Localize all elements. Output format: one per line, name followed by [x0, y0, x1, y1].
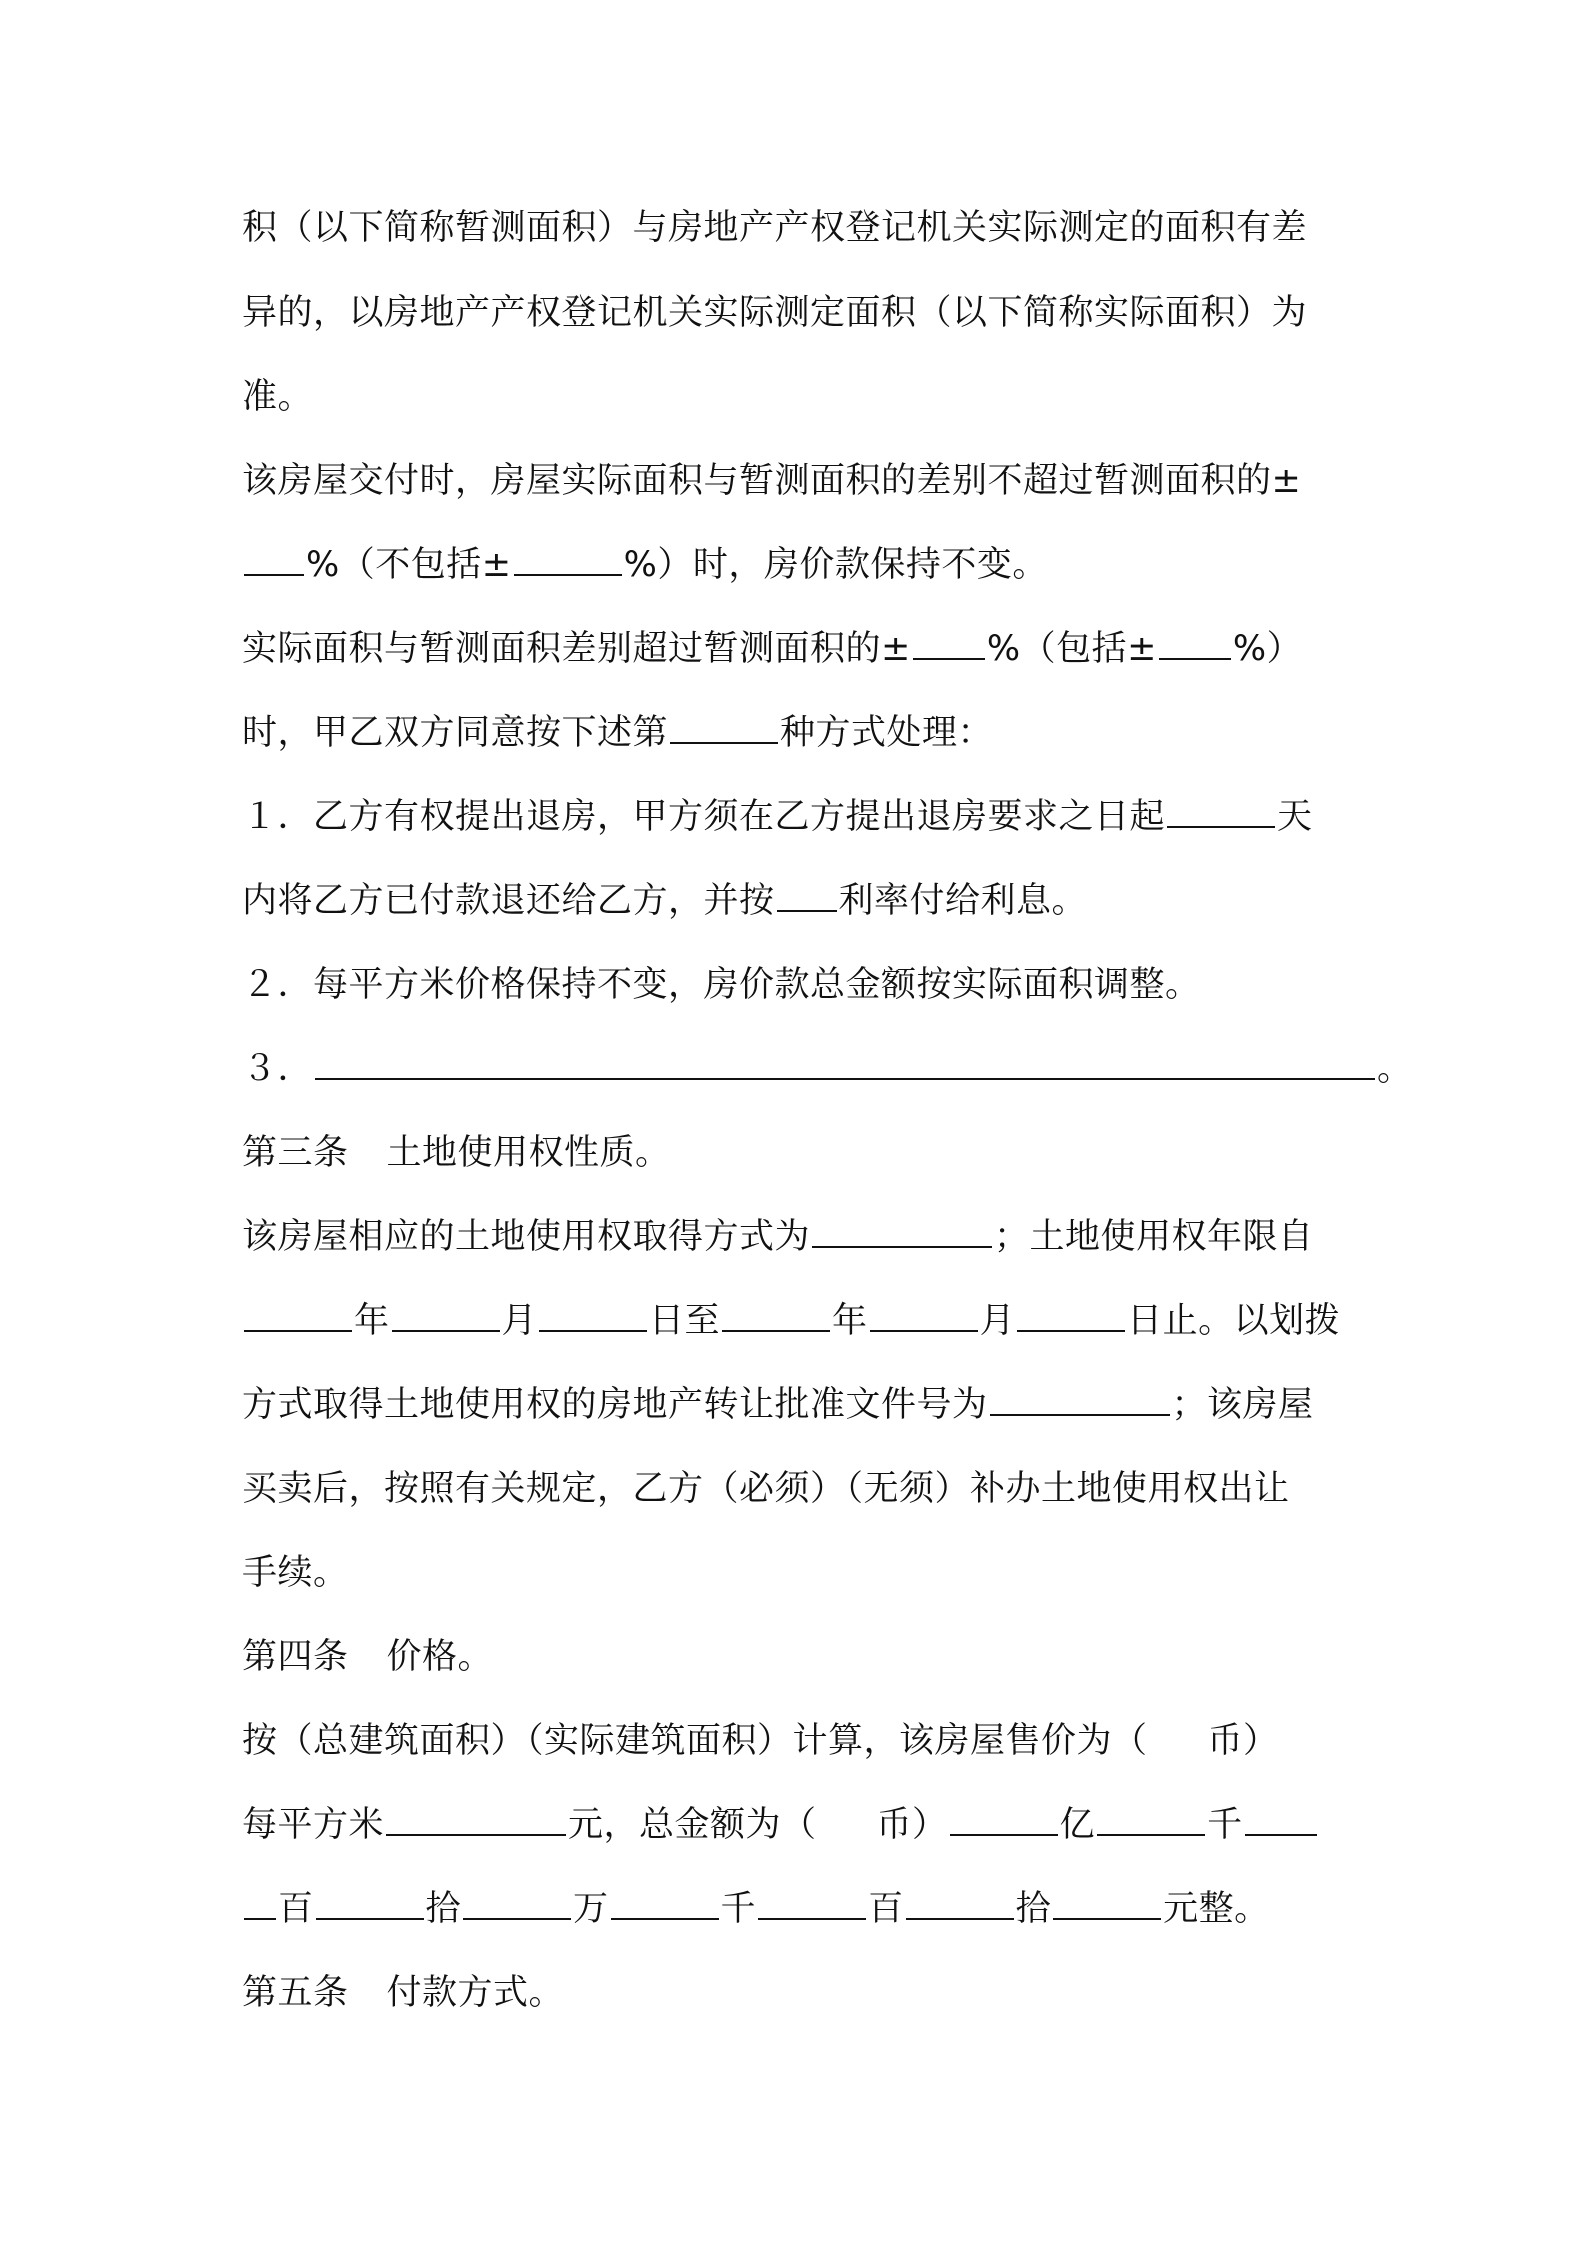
unit-label: 千	[1207, 1805, 1243, 1845]
blank-field[interactable]	[463, 1888, 571, 1920]
paragraph-line	[242, 449, 1382, 513]
blank-field[interactable]	[386, 1804, 566, 1836]
blank-field[interactable]	[1167, 796, 1275, 828]
unit-label: 月	[501, 1301, 538, 1341]
paragraph-line	[242, 1709, 1382, 1773]
paragraph-line	[242, 1373, 1382, 1437]
text-segment: 按（总建筑面积）（实际建筑面积）计算，该房屋售价为（	[242, 1721, 1148, 1761]
blank-field[interactable]	[722, 1300, 830, 1332]
text-line: 买卖后，按照有关规定，乙方（必须）（无须）补办土地使用权出让	[242, 1469, 1290, 1509]
text-segment: 日止。以划拨	[1127, 1301, 1341, 1341]
paragraph-line	[242, 953, 1382, 1017]
paragraph-line	[242, 617, 1382, 681]
blank-field[interactable]	[913, 628, 985, 660]
article-title: 付款方式。	[386, 1973, 565, 2013]
paragraph-line	[242, 1541, 1382, 1605]
text-segment: 。	[1377, 1049, 1413, 1089]
blank-field[interactable]	[514, 544, 622, 576]
unit-label: 亿	[1059, 1805, 1096, 1845]
paragraph-line	[242, 1457, 1382, 1521]
text-segment: 方式取得土地使用权的房地产转让批准文件号为	[242, 1385, 988, 1425]
paragraph-line	[242, 869, 1382, 933]
blank-field[interactable]	[870, 1300, 978, 1332]
text-segment: ３．	[242, 1049, 314, 1089]
unit-label: 百	[278, 1889, 314, 1929]
paragraph-line	[242, 1877, 1382, 1941]
text-line: 手续。	[242, 1553, 349, 1593]
blank-field[interactable]	[1097, 1804, 1205, 1836]
text-segment: ；土地使用权年限自	[994, 1217, 1314, 1257]
text-segment: 币）	[876, 1805, 948, 1845]
section-heading	[242, 1625, 1382, 1689]
unit-label: 日至	[649, 1301, 721, 1341]
text-segment: 币）	[1207, 1721, 1279, 1761]
blank-field[interactable]	[539, 1300, 647, 1332]
unit-label: 月	[979, 1301, 1016, 1341]
blank-field[interactable]	[812, 1216, 992, 1248]
text-segment: 元整。	[1163, 1889, 1270, 1929]
text-segment: 利率付给利息。	[838, 881, 1088, 921]
article-number: 第三条	[242, 1133, 349, 1173]
unit-label: 万	[573, 1889, 609, 1929]
blank-field[interactable]	[950, 1804, 1058, 1836]
article-title: 价格。	[386, 1637, 494, 1677]
blank-field[interactable]	[244, 1888, 276, 1920]
paragraph-line	[242, 196, 1382, 260]
section-heading	[242, 1961, 1382, 2025]
text-line: 积（以下简称暂测面积）与房地产产权登记机关实际测定的面积有差	[242, 208, 1308, 248]
text-line: ２．每平方米价格保持不变，房价款总金额按实际面积调整。	[242, 965, 1201, 1005]
article-number: 第五条	[242, 1973, 349, 2013]
blank-field[interactable]	[758, 1888, 866, 1920]
blank-field[interactable]	[244, 544, 304, 576]
text-segment: %（包括±	[986, 629, 1157, 669]
blank-field[interactable]	[670, 712, 778, 744]
text-line: 异的，以房地产产权登记机关实际测定面积（以下简称实际面积）为	[242, 293, 1308, 333]
paragraph-line	[242, 1205, 1382, 1269]
article-number: 第四条	[242, 1637, 349, 1677]
blank-field[interactable]	[611, 1888, 719, 1920]
paragraph-line	[242, 533, 1382, 597]
unit-label: 百	[868, 1889, 904, 1929]
text-line: 准。	[242, 377, 314, 417]
paragraph-line	[242, 1037, 1413, 1101]
text-segment: ；该房屋	[1171, 1385, 1314, 1425]
blank-field[interactable]	[1245, 1804, 1317, 1836]
paragraph-line	[242, 785, 1382, 849]
blank-field[interactable]	[990, 1384, 1170, 1416]
text-segment: 实际面积与暂测面积差别超过暂测面积的±	[242, 629, 911, 669]
section-heading	[242, 1121, 1382, 1185]
unit-label: 拾	[425, 1889, 462, 1929]
text-segment: 元，总金额为（	[568, 1805, 817, 1845]
text-segment: %）	[1232, 629, 1303, 669]
text-segment: %）时，房价款保持不变。	[623, 545, 1048, 585]
blank-field[interactable]	[392, 1300, 500, 1332]
unit-label: 年	[832, 1301, 868, 1341]
paragraph-line	[242, 1289, 1382, 1353]
blank-field[interactable]	[1159, 628, 1231, 660]
blank-field[interactable]	[244, 1300, 352, 1332]
text-line: 该房屋交付时，房屋实际面积与暂测面积的差别不超过暂测面积的±	[242, 461, 1302, 501]
unit-label: 千	[720, 1889, 757, 1929]
text-segment: %（不包括±	[306, 545, 512, 585]
blank-field[interactable]	[315, 1048, 1375, 1080]
paragraph-line	[242, 1793, 1382, 1857]
blank-field[interactable]	[1017, 1300, 1125, 1332]
blank-field[interactable]	[777, 880, 837, 912]
paragraph-line	[242, 365, 1382, 429]
text-segment: １．乙方有权提出退房，甲方须在乙方提出退房要求之日起	[242, 797, 1166, 837]
text-segment: 时，甲乙双方同意按下述第	[242, 713, 669, 753]
blank-field[interactable]	[906, 1888, 1014, 1920]
text-segment: 该房屋相应的土地使用权取得方式为	[242, 1217, 811, 1257]
text-segment: 种方式处理：	[780, 713, 994, 753]
blank-field[interactable]	[1053, 1888, 1161, 1920]
unit-label: 年	[354, 1301, 390, 1341]
paragraph-line	[242, 701, 1382, 765]
text-segment: 内将乙方已付款退还给乙方，并按	[242, 881, 775, 921]
paragraph-line	[242, 281, 1382, 345]
text-segment: 每平方米	[242, 1805, 385, 1845]
unit-label: 拾	[1015, 1889, 1052, 1929]
article-title: 土地使用权性质。	[386, 1133, 671, 1173]
blank-field[interactable]	[316, 1888, 424, 1920]
text-segment: 天	[1277, 797, 1313, 837]
